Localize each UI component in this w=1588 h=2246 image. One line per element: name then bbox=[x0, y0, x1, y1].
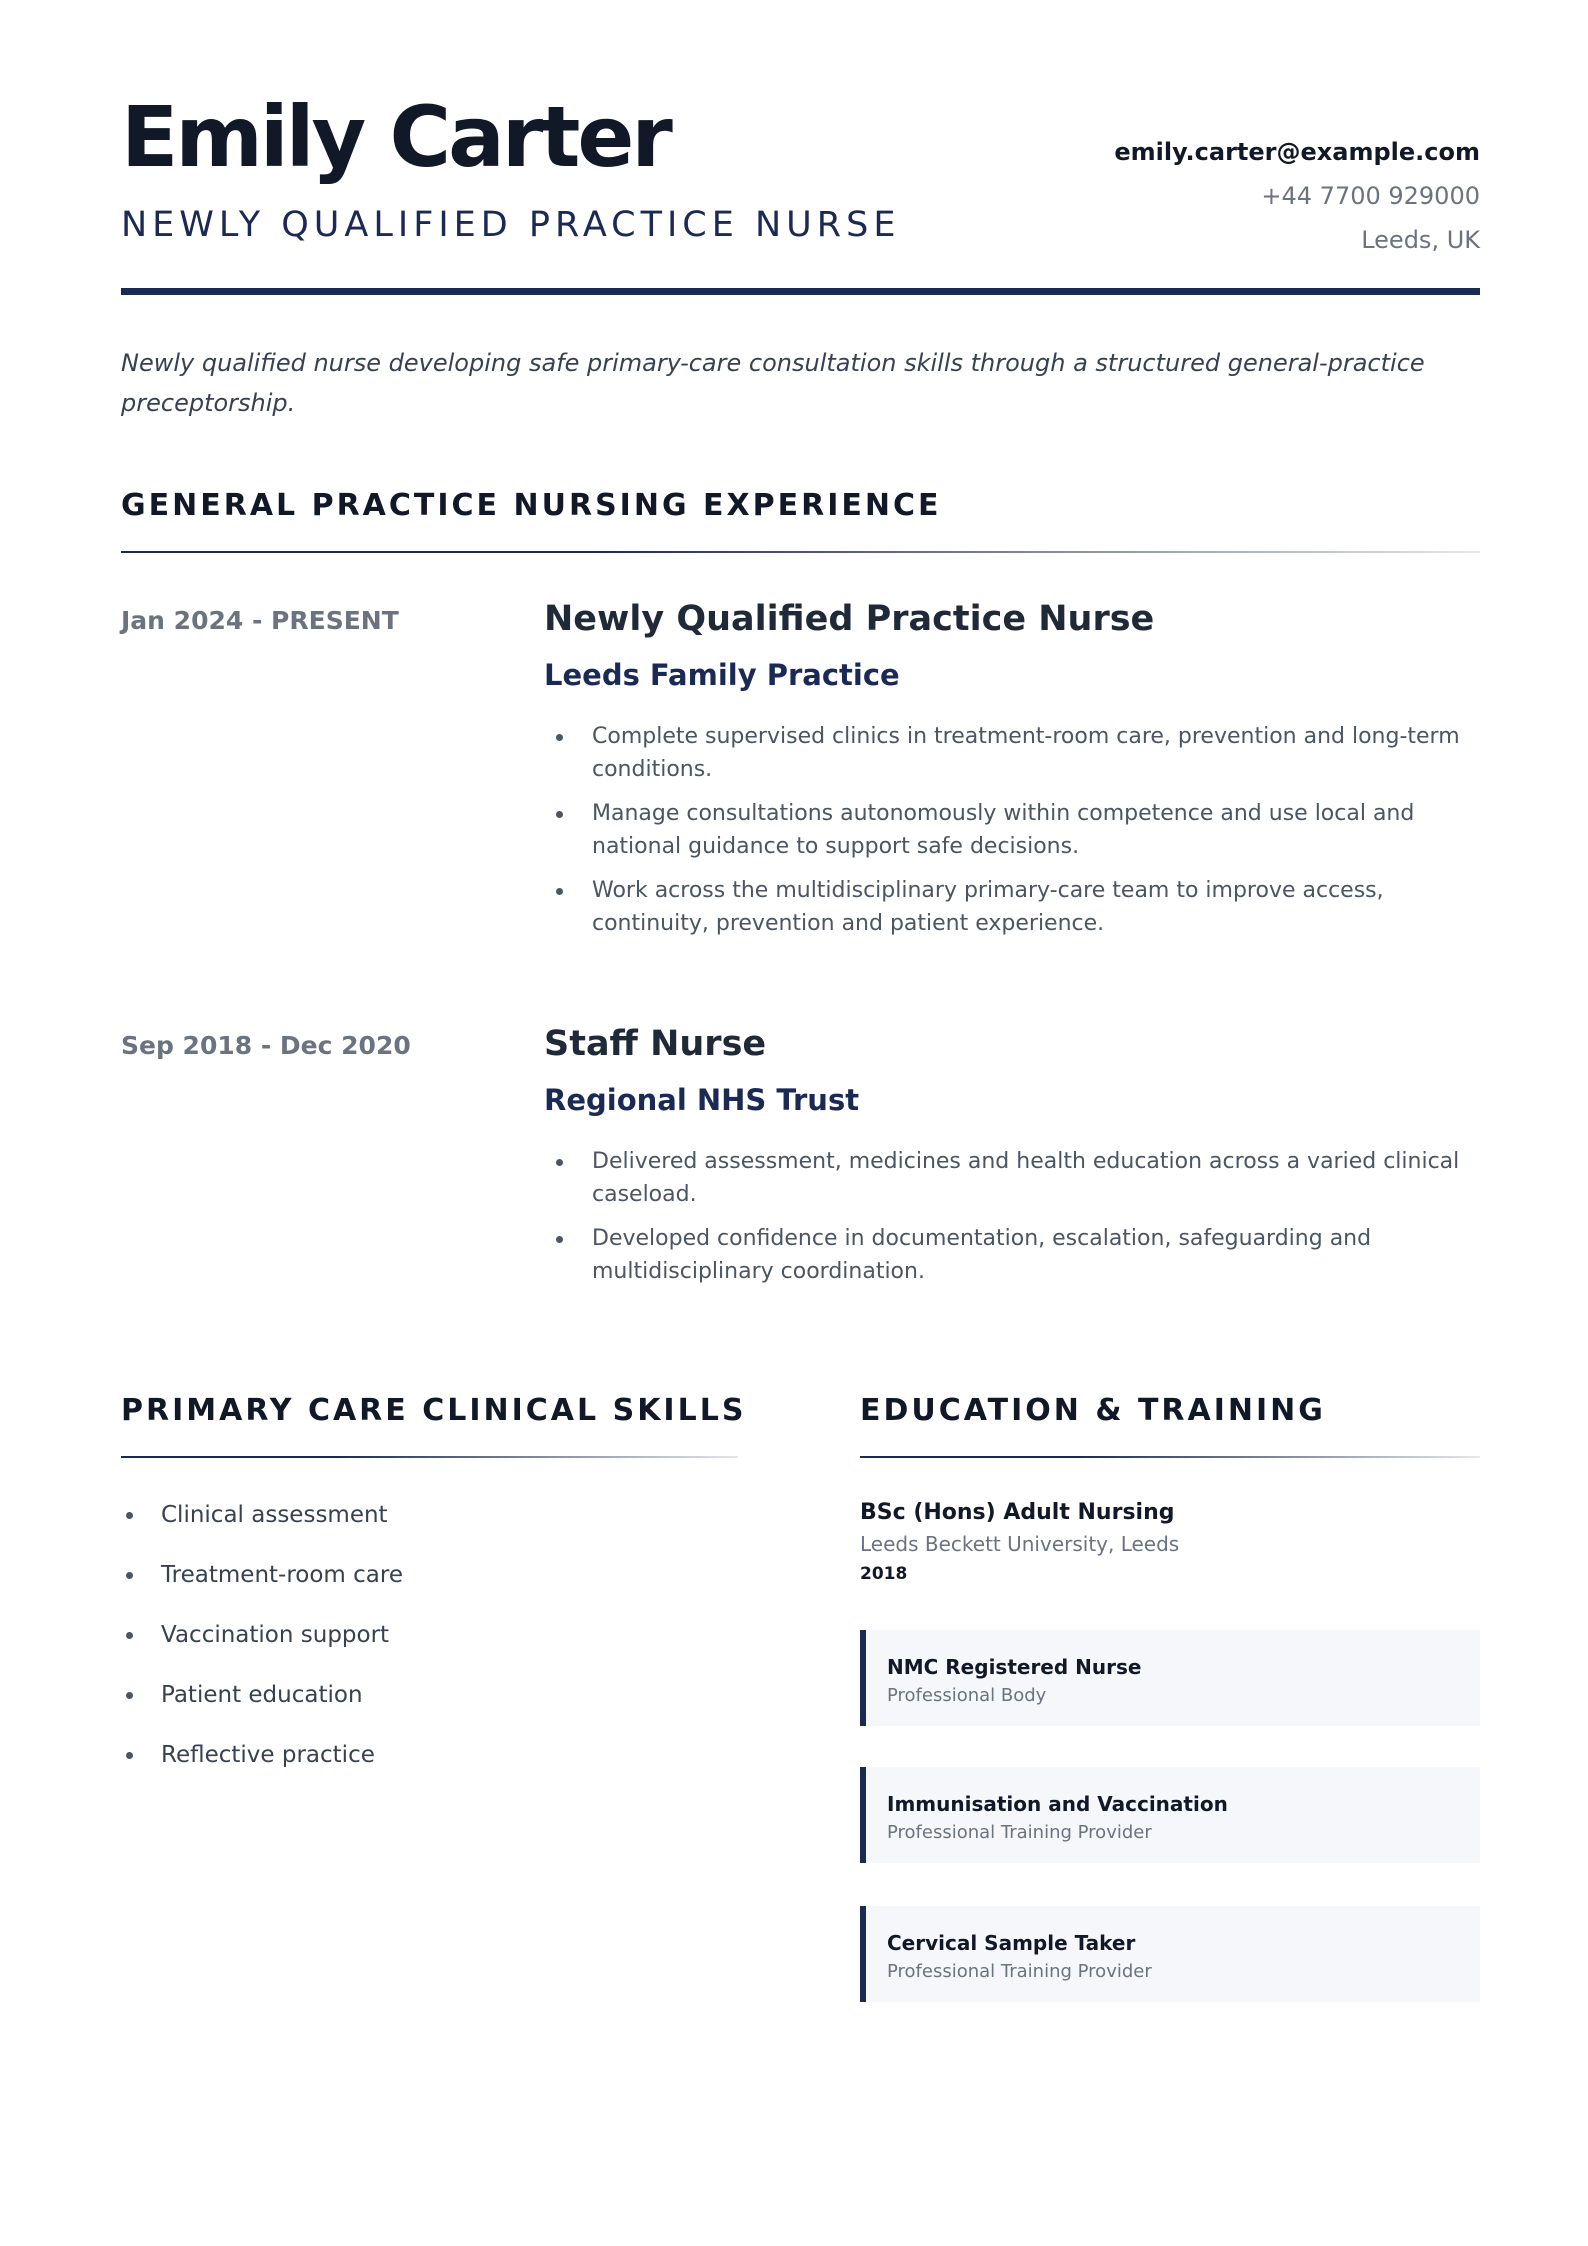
degree-school: Leeds Beckett University, Leeds bbox=[860, 1532, 1180, 1556]
education-heading: EDUCATION & TRAINING bbox=[860, 1393, 1326, 1428]
job-bullets bbox=[544, 1145, 1480, 1288]
certification-name: Immunisation and Vaccination bbox=[887, 1792, 1228, 1816]
contact-location: Leeds, UK bbox=[1361, 226, 1480, 254]
job-employer: Regional NHS Trust bbox=[544, 1083, 860, 1117]
skills-list bbox=[121, 1500, 403, 1800]
candidate-name: Emily Carter bbox=[121, 88, 670, 186]
job-body bbox=[544, 599, 1480, 951]
skill-item: Clinical assessment bbox=[121, 1500, 403, 1560]
certification-name: NMC Registered Nurse bbox=[887, 1655, 1142, 1679]
job-bullet: Manage consultations autonomously within competence and use local and national guidance to support safe decisions. bbox=[544, 797, 1480, 863]
skill-item: Treatment-room care bbox=[121, 1560, 403, 1620]
certification-org: Professional Body bbox=[887, 1685, 1047, 1706]
skills-heading: PRIMARY CARE CLINICAL SKILLS bbox=[121, 1393, 747, 1428]
degree-year: 2018 bbox=[860, 1564, 908, 1584]
certification-org: Professional Training Provider bbox=[887, 1961, 1152, 1982]
job-bullet: Complete supervised clinics in treatment-room care, prevention and long-term conditions. bbox=[544, 720, 1480, 786]
skill-item: Patient education bbox=[121, 1680, 403, 1740]
job-dates: Jan 2024 - PRESENT bbox=[121, 606, 399, 635]
skill-item: Reflective practice bbox=[121, 1740, 403, 1800]
degree-name: BSc (Hons) Adult Nursing bbox=[860, 1500, 1175, 1525]
contact-email[interactable]: emily.carter@example.com bbox=[1114, 138, 1480, 166]
job-title: Staff Nurse bbox=[544, 1024, 767, 1064]
job-employer: Leeds Family Practice bbox=[544, 658, 900, 692]
skills-divider bbox=[121, 1456, 738, 1458]
job-dates: Sep 2018 - Dec 2020 bbox=[121, 1031, 411, 1060]
experience-heading: GENERAL PRACTICE NURSING EXPERIENCE bbox=[121, 488, 942, 523]
profile-summary: Newly qualified nurse developing safe primary-care consultation skills through a structured general-practice preceptorship. bbox=[121, 349, 1425, 417]
job-title: Newly Qualified Practice Nurse bbox=[544, 599, 1155, 639]
certification-org: Professional Training Provider bbox=[887, 1822, 1152, 1843]
job-bullet: Work across the multidisciplinary primary-care team to improve access, continuity, prevention and patient experience. bbox=[544, 874, 1480, 940]
certification-card bbox=[860, 1767, 1480, 1863]
job-bullet: Developed confidence in documentation, escalation, safeguarding and multidisciplinary coordination. bbox=[544, 1222, 1480, 1288]
job-bullet: Delivered assessment, medicines and health education across a varied clinical caseload. bbox=[544, 1145, 1480, 1211]
candidate-role: NEWLY QUALIFIED PRACTICE NURSE bbox=[121, 205, 901, 245]
contact-phone[interactable]: +44 7700 929000 bbox=[1261, 182, 1480, 210]
contact-block bbox=[1114, 130, 1480, 262]
certification-card bbox=[860, 1906, 1480, 2002]
education-divider bbox=[860, 1456, 1480, 1458]
degree-entry bbox=[860, 1497, 1179, 1589]
header-divider bbox=[121, 288, 1480, 295]
certification-card bbox=[860, 1630, 1480, 1726]
certification-name: Cervical Sample Taker bbox=[887, 1931, 1136, 1955]
job-body bbox=[544, 1024, 1480, 1299]
skill-item: Vaccination support bbox=[121, 1620, 403, 1680]
experience-divider bbox=[121, 551, 1480, 553]
job-bullets bbox=[544, 720, 1480, 940]
